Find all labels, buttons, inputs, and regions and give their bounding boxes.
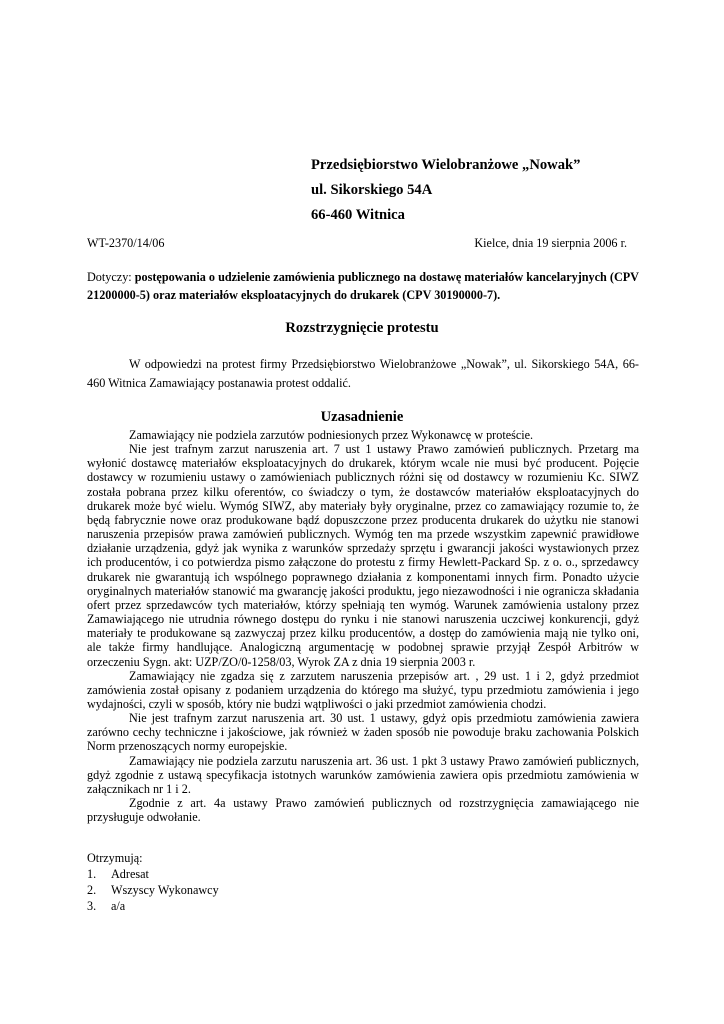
decision-heading: Rozstrzygnięcie protestu xyxy=(285,320,439,336)
addressee-street: ul. Sikorskiego 54A xyxy=(311,182,433,198)
recipient-number: 3. xyxy=(87,899,97,913)
justification-paragraph: Zgodnie z art. 4a ustawy Prawo zamówień publicznych od rozstrzygnięcia zamawiającego nie przysługuje odwołanie. xyxy=(87,796,639,825)
recipient-item xyxy=(87,898,219,914)
recipients-block xyxy=(87,850,219,914)
justification-paragraph: Zamawiający nie podziela zarzutów podniesionych przez Wykonawcę w proteście. xyxy=(129,428,534,442)
addressee-name: Przedsiębiorstwo Wielobranżowe „Nowak” xyxy=(311,157,581,173)
justification-paragraph: Nie jest trafnym zarzut naruszenia art. 7 ust 1 ustawy Prawo zamówień publicznych. Przetarg ma wyłonić dostawcę materiałów eksploatacyjnych do drukarek, którym wcale nie musi być producent. Pojęcie dostawcy w rozumieniu ustawy o zamówieniach publicznych różni się od dostawcy w rozumieniu Kc. SIWZ została pobrana przez kilku oferentów, co świadczy o tym, że dostawców materiałów eksploatacyjnych do drukarek może być wielu. Wymóg SIWZ, aby materiały były oryginalne, przez co zamawiający rozumie to, że będą fabrycznie nowe oraz produkowane bądź dopuszczone przez producenta drukarek do użytku nie stanowi naruszenia przepisów prawa zamówień publicznych. Wymóg ten ma przede wszystkim zapewnić prawidłowe działanie urządzenia, gdyż jak wynika z warunków sprzedaży sprzętu i gwarancji jakości wystawionych przez ich producentów, i co potwierdza pismo załączone do protestu z firmy Hewlett-Packard Sp. z o. o., sprzedawcy drukarek nie gwarantują ich wspólnego poprawnego działania z komponentami innych firm. Ponadto użycie oryginalnych materiałów stanowić ma gwarancję jakości produktu, jego niezawodności i nie ogranicza składania ofert przez sprzedawców tych materiałów, którzy spełniają ten wymóg. Warunek zamówienia ustalony przez Zamawiającego nie utrudnia równego dostępu do rynku i nie stanowi naruszenia uczciwej konkurencji, gdyż materiały te produkowane są zazwyczaj przez kilku producentów, a dostęp do zamówienia mają nie tylko oni, ale także firmy handlujące. Analogiczną argumentację w podobnej sprawie przyjął Zespół Arbitrów w orzeczeniu Sygn. akt: UZP/ZO/0-1258/03, Wyrok ZA z dnia 19 sierpnia 2003 r. xyxy=(87,442,639,669)
recipients-label: Otrzymują: xyxy=(87,851,143,865)
subject-label: Dotyczy: xyxy=(87,270,135,284)
justification-paragraph: Zamawiający nie zgadza się z zarzutem naruszenia przepisów art. , 29 ust. 1 i 2, gdyż przedmiot zamówienia został opisany z podaniem urządzenia do którego ma służyć, typu przedmiotu zamówienia i jego wydajności, czyli w sposób, który nie budzi wątpliwości o jaki przedmiot zamówienia chodzi. xyxy=(87,668,639,711)
justification-paragraph: Zamawiający nie podziela zarzutu naruszenia art. 36 ust. 1 pkt 3 ustawy Prawo zamówień publicznych, gdyż zgodnie z ustawą specyfikacja istotnych warunków zamówienia zawiera opis przedmiotu zamówienia w załącznikach nr 1 i 2. xyxy=(87,753,639,796)
recipient-item xyxy=(87,882,219,898)
recipient-text: Adresat xyxy=(111,867,149,881)
recipient-number: 1. xyxy=(87,867,97,881)
subject-line xyxy=(87,268,639,304)
justification-paragraph: Nie jest trafnym zarzut naruszenia art. 30 ust. 1 ustawy, gdyż opis przedmiotu zamówienia zawiera zarówno cechy techniczne i jakościowe, jak również w żaden sposób nie powoduje braku zachowania Polskich Norm przenoszących normy europejskie. xyxy=(87,711,639,754)
addressee-block xyxy=(311,153,580,228)
recipient-number: 2. xyxy=(87,883,97,897)
recipient-text: Wszyscy Wykonawcy xyxy=(111,883,219,897)
reference-number: WT-2370/14/06 xyxy=(87,236,165,250)
decision-paragraph: W odpowiedzi na protest firmy Przedsiębiorstwo Wielobranżowe „Nowak”, ul. Sikorskiego 54A, 66-460 Witnica Zamawiający postanawia protest oddalić. xyxy=(87,357,639,390)
recipient-item xyxy=(87,866,219,882)
recipients-list xyxy=(87,866,219,914)
addressee-city: 66-460 Witnica xyxy=(311,207,405,223)
place-date: Kielce, dnia 19 sierpnia 2006 r. xyxy=(474,236,627,250)
justification-heading: Uzasadnienie xyxy=(320,409,404,425)
recipient-text: a/a xyxy=(111,899,126,913)
justification-body xyxy=(87,428,639,824)
subject-text: postępowania o udzielenie zamówienia publicznego na dostawę materiałów kancelaryjnych (CPV 21200000-5) oraz materiałów eksploatacyjnych do drukarek (CPV 30190000-7). xyxy=(87,270,639,302)
